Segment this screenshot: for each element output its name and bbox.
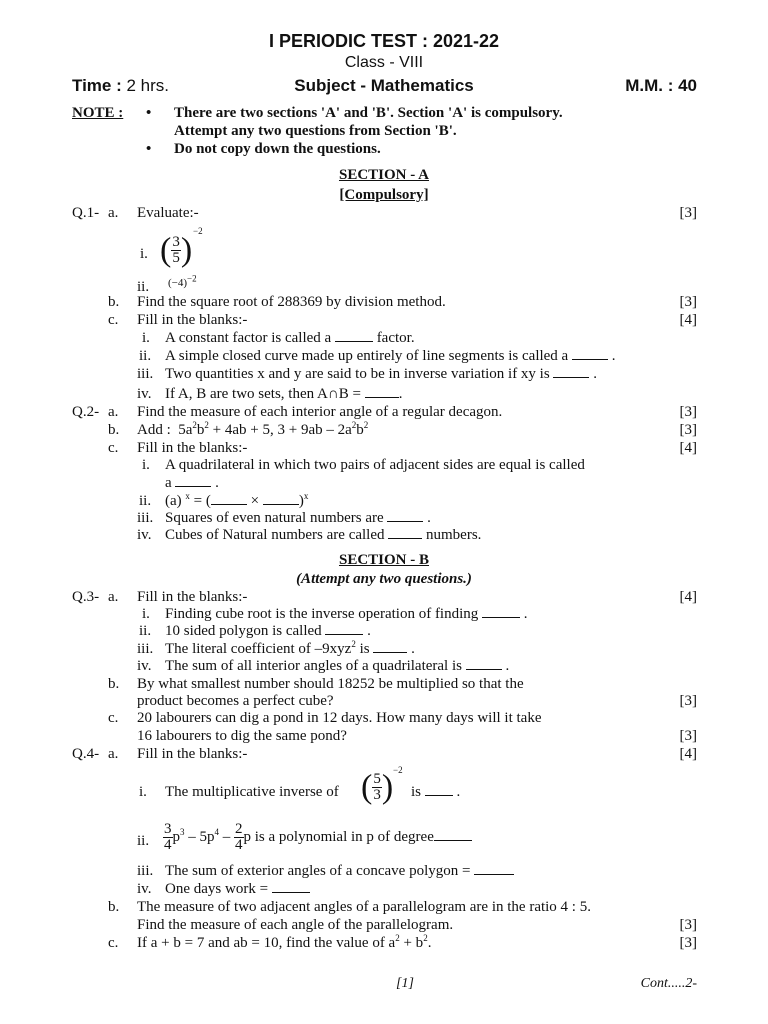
note-bullet: • bbox=[146, 141, 152, 157]
expr-part: If a + b = 7 and ab = 10, find the value of a bbox=[137, 935, 396, 951]
item-text: . bbox=[398, 386, 403, 402]
fraction-numerator: 3 bbox=[172, 234, 180, 251]
intersection-symbol: ∩ bbox=[327, 386, 339, 402]
answer-blank bbox=[175, 474, 211, 487]
item-text: A simple closed curve made up entirely of line segments is called a bbox=[165, 348, 569, 364]
item-text: . bbox=[456, 784, 461, 800]
fraction-denominator: 3 bbox=[373, 787, 381, 804]
part-letter: c. bbox=[108, 312, 119, 328]
blank-item bbox=[165, 526, 481, 544]
marks: [3] bbox=[679, 294, 697, 310]
exponent: 2 bbox=[204, 420, 209, 430]
question-text: product becomes a perfect cube? bbox=[137, 693, 334, 709]
exponent: −2 bbox=[193, 226, 203, 236]
sub-label: iv. bbox=[137, 658, 152, 674]
answer-blank bbox=[434, 828, 472, 841]
add-label: Add : bbox=[137, 422, 171, 438]
sub-label: iii. bbox=[137, 641, 154, 657]
blank-item bbox=[165, 640, 415, 658]
part-letter: c. bbox=[108, 935, 119, 951]
part-letter: c. bbox=[108, 710, 119, 726]
sub-label: ii. bbox=[139, 348, 152, 364]
fraction-expression: ( $\frac{5}{3}$ ) bbox=[361, 768, 394, 806]
marks: [4] bbox=[679, 589, 697, 605]
part-letter: a. bbox=[108, 404, 119, 420]
item-text: numbers. bbox=[426, 527, 482, 543]
item-text: is bbox=[411, 784, 422, 800]
question-text: Fill in the blanks:- bbox=[137, 589, 248, 605]
item-text: A constant factor is called a bbox=[165, 330, 332, 346]
item-text: . bbox=[523, 606, 528, 622]
answer-blank bbox=[325, 622, 363, 635]
section-a-title: SECTION - A bbox=[338, 167, 430, 183]
exponent: x bbox=[303, 491, 309, 501]
marks: [4] bbox=[679, 440, 697, 456]
note-line-3: Do not copy down the questions. bbox=[174, 141, 381, 157]
blank-item bbox=[165, 347, 615, 365]
question-text: Find the measure of each interior angle of a regular decagon. bbox=[137, 404, 503, 420]
exponent: 2 bbox=[395, 933, 400, 943]
answer-blank bbox=[572, 347, 608, 360]
marks: [4] bbox=[679, 746, 697, 762]
item-text: If A, B are two sets, then A bbox=[165, 386, 328, 402]
blank-item bbox=[165, 492, 308, 510]
item-text: The sum of exterior angles of a concave polygon = bbox=[165, 863, 471, 879]
answer-blank bbox=[211, 492, 247, 505]
time-label: Time : bbox=[72, 76, 122, 95]
max-marks: M.M. : 40 bbox=[625, 76, 697, 95]
question-text: 20 labourers can dig a pond in 12 days. How many days will it take bbox=[137, 710, 542, 726]
note-label: NOTE : bbox=[72, 105, 124, 121]
question-text bbox=[137, 421, 368, 439]
question-text: The measure of two adjacent angles of a parallelogram are in the ratio 4 : 5. bbox=[137, 899, 591, 915]
question-text: Find the measure of each angle of the parallelogram. bbox=[137, 917, 454, 933]
sub-label: ii. bbox=[137, 279, 150, 295]
power-expression bbox=[168, 274, 197, 292]
sub-label: ii. bbox=[139, 493, 152, 509]
item-text: . bbox=[411, 641, 415, 657]
answer-blank bbox=[553, 365, 589, 378]
blank-item bbox=[165, 329, 415, 347]
fraction-denominator: 4 bbox=[235, 837, 243, 854]
exponent: 2 bbox=[351, 639, 356, 649]
sub-label: ii. bbox=[137, 833, 150, 849]
item-text: . bbox=[215, 475, 219, 491]
sub-label: iv. bbox=[137, 386, 152, 402]
item-text: factor. bbox=[376, 330, 415, 346]
time-value: 2 hrs. bbox=[121, 76, 170, 95]
fraction-expression: ( $\frac{3}{5}$ ) bbox=[160, 231, 193, 269]
expr-part: + 4ab + 5, 3 + 9ab – 2a bbox=[208, 422, 352, 438]
exponent: x bbox=[185, 491, 190, 501]
blank-item bbox=[165, 365, 597, 383]
note-line-1: There are two sections 'A' and 'B'. Section 'A' is compulsory. bbox=[174, 105, 563, 121]
expr-part: – 5p bbox=[184, 829, 215, 845]
question-number: Q.4- bbox=[72, 746, 100, 762]
item-text: ) bbox=[298, 493, 304, 509]
exponent: −2 bbox=[187, 273, 197, 284]
marks: [3] bbox=[679, 728, 697, 744]
item-text: A quadrilateral in which two pairs of adjacent sides are equal is called bbox=[165, 457, 585, 473]
part-letter: b. bbox=[108, 422, 120, 438]
expr-part: b bbox=[196, 422, 205, 438]
note-bullet: • bbox=[146, 105, 152, 121]
part-letter: a. bbox=[108, 589, 119, 605]
part-letter: a. bbox=[108, 205, 119, 221]
exponent: 2 bbox=[363, 420, 369, 430]
blank-item bbox=[165, 385, 402, 403]
sub-label: i. bbox=[142, 457, 150, 473]
item-text: (a) bbox=[165, 493, 182, 509]
sub-label: iii. bbox=[137, 863, 154, 879]
polynomial-expression bbox=[163, 818, 472, 856]
expr-part: b bbox=[356, 422, 364, 438]
fraction-numerator: 2 bbox=[235, 821, 243, 838]
sub-label: iii. bbox=[137, 510, 154, 526]
expr-part: p bbox=[172, 829, 180, 845]
part-letter: b. bbox=[108, 899, 120, 915]
class-label: Class - VIII bbox=[344, 54, 424, 71]
part-letter: a. bbox=[108, 746, 119, 762]
item-text: × bbox=[246, 493, 260, 509]
item-text: The multiplicative inverse of bbox=[165, 784, 339, 800]
section-b-title: SECTION - B bbox=[338, 552, 430, 568]
question-number: Q.3- bbox=[72, 589, 100, 605]
blank-item bbox=[165, 657, 509, 675]
sub-label: i. bbox=[142, 330, 150, 346]
expr-part: . bbox=[427, 935, 432, 951]
sub-label: iv. bbox=[137, 881, 152, 897]
question-text: Find the square root of 288369 by division method. bbox=[137, 294, 446, 310]
item-text: The sum of all interior angles of a quadrilateral is bbox=[165, 658, 462, 674]
fraction-denominator: 5 bbox=[172, 250, 180, 267]
sub-label: iv. bbox=[137, 527, 152, 543]
question-text bbox=[137, 934, 431, 952]
exponent: 2 bbox=[423, 933, 428, 943]
blank-item bbox=[165, 880, 310, 898]
blank-item bbox=[165, 474, 219, 492]
answer-blank bbox=[425, 783, 453, 796]
question-number: Q.1- bbox=[72, 205, 100, 221]
note-line-2: Attempt any two questions from Section 'B'. bbox=[174, 123, 457, 139]
subject-label: Subject - Mathematics bbox=[294, 76, 474, 95]
item-text: . bbox=[367, 623, 371, 639]
marks: [3] bbox=[679, 422, 697, 438]
answer-blank bbox=[466, 657, 502, 670]
sub-label: i. bbox=[142, 606, 150, 622]
answer-blank bbox=[365, 385, 399, 398]
page-number: [1] bbox=[396, 976, 414, 991]
section-b-subtitle: (Attempt any two questions.) bbox=[296, 571, 472, 587]
blank-item bbox=[165, 622, 371, 640]
answer-blank bbox=[263, 492, 299, 505]
exponent: −2 bbox=[393, 765, 403, 775]
sub-label: ii. bbox=[139, 623, 152, 639]
item-text: . bbox=[505, 658, 510, 674]
marks: [3] bbox=[679, 205, 697, 221]
answer-blank bbox=[388, 526, 422, 539]
question-text: By what smallest number should 18252 be multiplied so that the bbox=[137, 676, 524, 692]
item-text: = ( bbox=[189, 493, 211, 509]
answer-blank bbox=[373, 640, 407, 653]
question-text: Fill in the blanks:- bbox=[137, 312, 248, 328]
question-text: 16 labourers to dig the same pond? bbox=[137, 728, 347, 744]
answer-blank bbox=[482, 605, 520, 618]
item-text: . bbox=[611, 348, 616, 364]
marks: [3] bbox=[679, 693, 697, 709]
continued-label: Cont.....2- bbox=[640, 976, 697, 991]
answer-blank bbox=[474, 862, 514, 875]
blank-item bbox=[165, 605, 528, 623]
item-text: a bbox=[165, 475, 172, 491]
sub-label: i. bbox=[140, 246, 148, 262]
marks: [3] bbox=[679, 935, 697, 951]
item-text: Two quantities x and y are said to be in inverse variation if xy is bbox=[165, 366, 550, 382]
expr-part: – bbox=[219, 829, 234, 845]
item-text: Finding cube root is the inverse operation of finding bbox=[165, 606, 479, 622]
expr-part: + b bbox=[399, 935, 424, 951]
item-text: 10 sided polygon is called bbox=[165, 623, 322, 639]
sub-label: i. bbox=[139, 784, 147, 800]
exponent: 3 bbox=[180, 827, 185, 837]
part-letter: c. bbox=[108, 440, 119, 456]
marks: [3] bbox=[679, 917, 697, 933]
answer-blank bbox=[272, 880, 310, 893]
fraction-numerator: 5 bbox=[373, 771, 381, 788]
item-text: is bbox=[355, 641, 370, 657]
fraction-denominator: 4 bbox=[164, 837, 172, 854]
blank-item bbox=[411, 783, 460, 801]
part-letter: b. bbox=[108, 676, 120, 692]
paper-title: I PERIODIC TEST : 2021-22 bbox=[268, 31, 500, 51]
item-text: . bbox=[427, 510, 431, 526]
blank-item bbox=[165, 509, 431, 527]
section-a-subtitle: [Compulsory] bbox=[339, 187, 429, 203]
question-text: Fill in the blanks:- bbox=[137, 746, 248, 762]
answer-blank bbox=[387, 509, 423, 522]
item-text: Squares of even natural numbers are bbox=[165, 510, 384, 526]
question-text: Evaluate:- bbox=[137, 205, 199, 221]
question-text: Fill in the blanks:- bbox=[137, 440, 248, 456]
item-text: Cubes of Natural numbers are called bbox=[165, 527, 385, 543]
answer-blank bbox=[335, 329, 373, 342]
question-number: Q.2- bbox=[72, 404, 100, 420]
fraction-numerator: 3 bbox=[164, 821, 172, 838]
item-text: . bbox=[593, 366, 597, 382]
item-text: One days work = bbox=[165, 881, 269, 897]
sub-label: iii. bbox=[137, 366, 154, 382]
exponent: 4 bbox=[214, 827, 219, 837]
marks: [3] bbox=[679, 404, 697, 420]
item-text: B = bbox=[338, 386, 361, 402]
expr-part: p is a polynomial in p of degree bbox=[243, 829, 434, 845]
power-base: (−4) bbox=[168, 277, 188, 289]
item-text: The literal coefficient of –9xyz bbox=[165, 641, 352, 657]
blank-item bbox=[165, 862, 514, 880]
part-letter: b. bbox=[108, 294, 120, 310]
exponent: 2 bbox=[351, 420, 357, 430]
marks: [4] bbox=[679, 312, 697, 328]
exponent: 2 bbox=[192, 420, 197, 430]
expr-part: 5a bbox=[178, 422, 193, 438]
